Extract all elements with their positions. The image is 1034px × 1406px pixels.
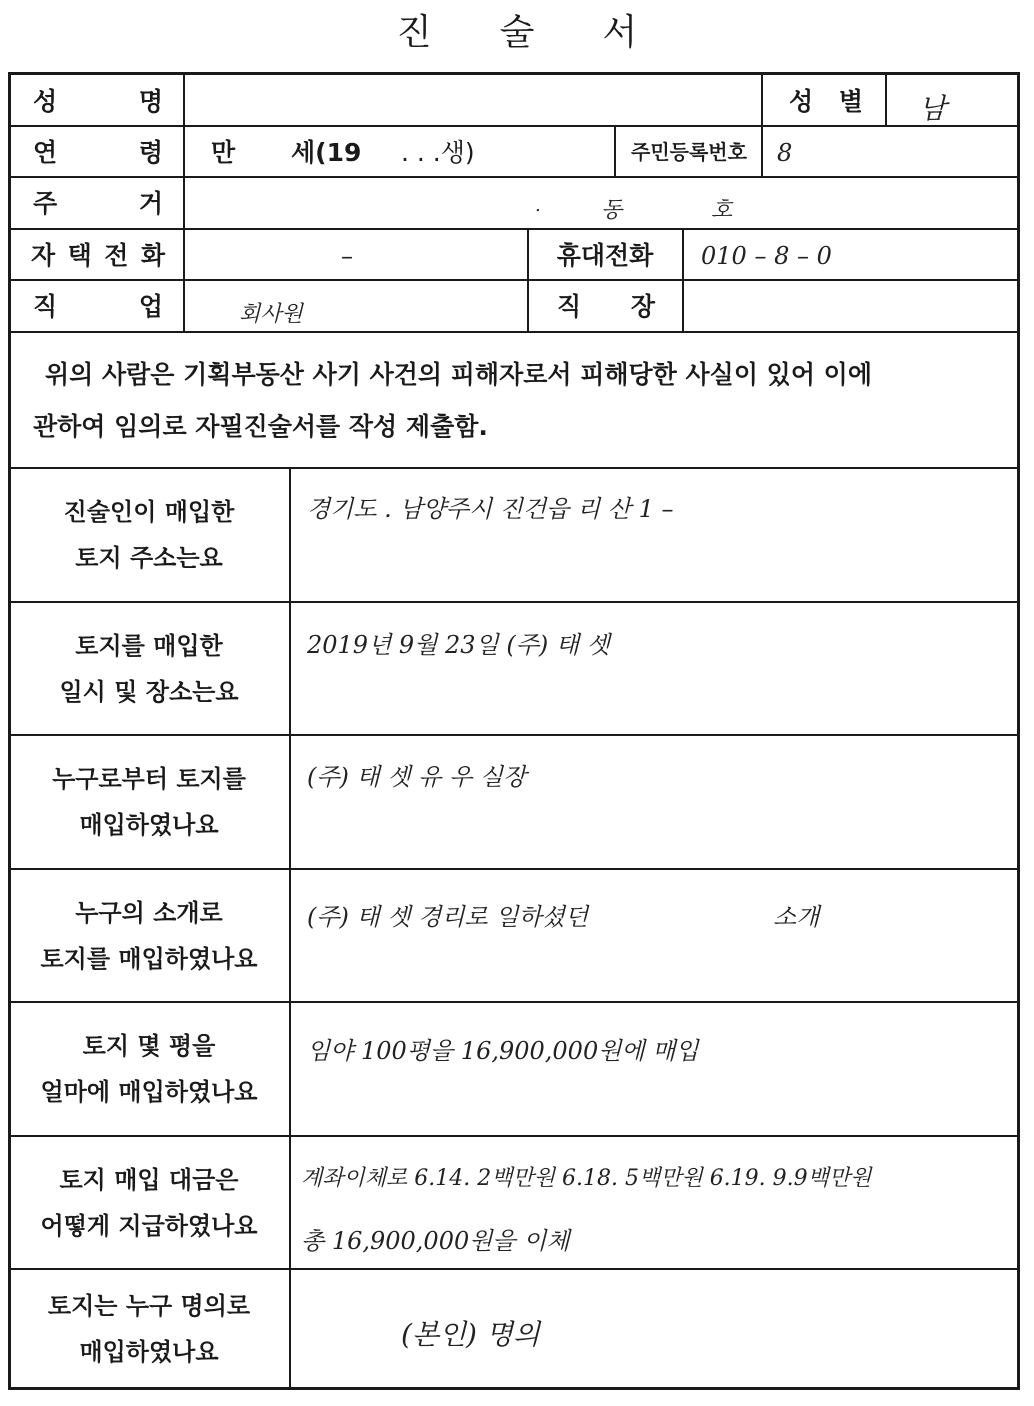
job-label (33, 279, 163, 331)
name-label (33, 75, 163, 125)
title-char-2: 술 (499, 12, 535, 53)
job-value[interactable]: 회사원 (239, 302, 303, 327)
label-char: 주 (33, 189, 58, 218)
label-char: 장 (630, 292, 655, 321)
address-dot: . (535, 195, 541, 216)
label-char: 연 (33, 137, 58, 167)
home-phone-label (31, 228, 165, 279)
label-char: 택 (67, 240, 92, 270)
col-divider (682, 228, 684, 331)
row-divider (11, 331, 1017, 333)
title-char-3: 서 (602, 12, 638, 53)
rrn-value[interactable]: 8 (777, 139, 793, 167)
label-char: 성 (33, 87, 58, 116)
workplace-label (557, 279, 655, 331)
question-area-price: 토지 몇 평을 얼마에 매입하였나요 (40, 1032, 258, 1106)
question-payment: 토지 매입 대금은 어떻게 지급하였나요 (40, 1165, 258, 1240)
label-char: 령 (138, 137, 163, 167)
question-referrer: 누구의 소개로 토지를 매입하였나요 (40, 898, 258, 973)
mobile-label: 휴대전화 (556, 240, 654, 270)
address-ho[interactable]: 호 (711, 198, 733, 223)
label-char: 별 (838, 87, 863, 116)
answer-seller[interactable]: (주) 태 셋 유 우 실장 (307, 763, 527, 791)
label-char: 성 (789, 87, 814, 116)
label-char: 거 (138, 189, 163, 218)
label-char: 전 (104, 240, 129, 270)
age-prefix: 만 (211, 137, 236, 167)
rrn-label: 주민등록번호 (631, 140, 747, 164)
gender-value[interactable]: 남 (919, 92, 947, 125)
label-char: 명 (138, 87, 163, 116)
answer-payment-line-2[interactable]: 총 16,900,000원을 이체 (301, 1227, 570, 1255)
answer-area-price[interactable]: 임야 100평을 16,900,000원에 매입 (307, 1037, 699, 1065)
age-label (33, 125, 163, 176)
title-char-1: 진 (396, 12, 432, 53)
label-char: 직 (557, 292, 582, 321)
age-suffix: 세(19 (291, 137, 362, 167)
label-char: 화 (140, 240, 165, 270)
col-divider (614, 125, 616, 176)
col-divider (885, 75, 887, 125)
address-label (33, 176, 163, 228)
address-dong[interactable]: 동 (601, 198, 623, 223)
answer-payment-line-1[interactable]: 계좌이체로 6.14. 2백만원 6.18. 5백만원 6.19. 9.9백만원 (301, 1166, 872, 1191)
document-title (0, 4, 1034, 54)
col-divider (289, 467, 291, 1390)
mobile-value[interactable]: 010 – 8 – 0 (701, 242, 832, 270)
answer-land-address[interactable]: 경기도 . 남양주시 진건읍 리 산 1 – (307, 495, 674, 523)
col-divider (761, 75, 763, 125)
age-dots: . . .생) (401, 137, 475, 167)
col-divider (527, 228, 529, 331)
question-title-holder: 토지는 누구 명의로 매입하였나요 (47, 1292, 251, 1366)
answer-referrer[interactable]: (주) 태 셋 경리로 일하셨던 (307, 903, 589, 931)
label-char: 자 (31, 240, 56, 270)
home-phone-value[interactable]: – (341, 242, 353, 270)
col-divider (761, 125, 763, 176)
label-char: 업 (138, 292, 163, 321)
answer-purchase-date[interactable]: 2019년 9월 23일 (주) 태 셋 (307, 631, 610, 659)
question-purchase-date: 토지를 매입한 일시 및 장소는요 (59, 631, 239, 706)
question-seller: 누구로부터 토지를 매입하였나요 (52, 765, 246, 839)
gender-label (789, 75, 863, 125)
col-divider (183, 75, 185, 331)
question-land-address: 진술인이 매입한 토지 주소는요 (63, 498, 235, 572)
answer-title-holder[interactable]: (본인) 명의 (401, 1318, 540, 1351)
statement-form (8, 72, 1020, 1390)
intro-line-1: 위의 사람은 기획부동산 사기 사건의 피해자로서 피해당한 사실이 있어 이에 (45, 360, 872, 389)
answer-referrer-suffix[interactable]: 소개 (773, 903, 820, 931)
intro-line-2: 관하여 임의로 자필진술서를 작성 제출함. (33, 412, 488, 441)
label-char: 직 (33, 292, 58, 321)
